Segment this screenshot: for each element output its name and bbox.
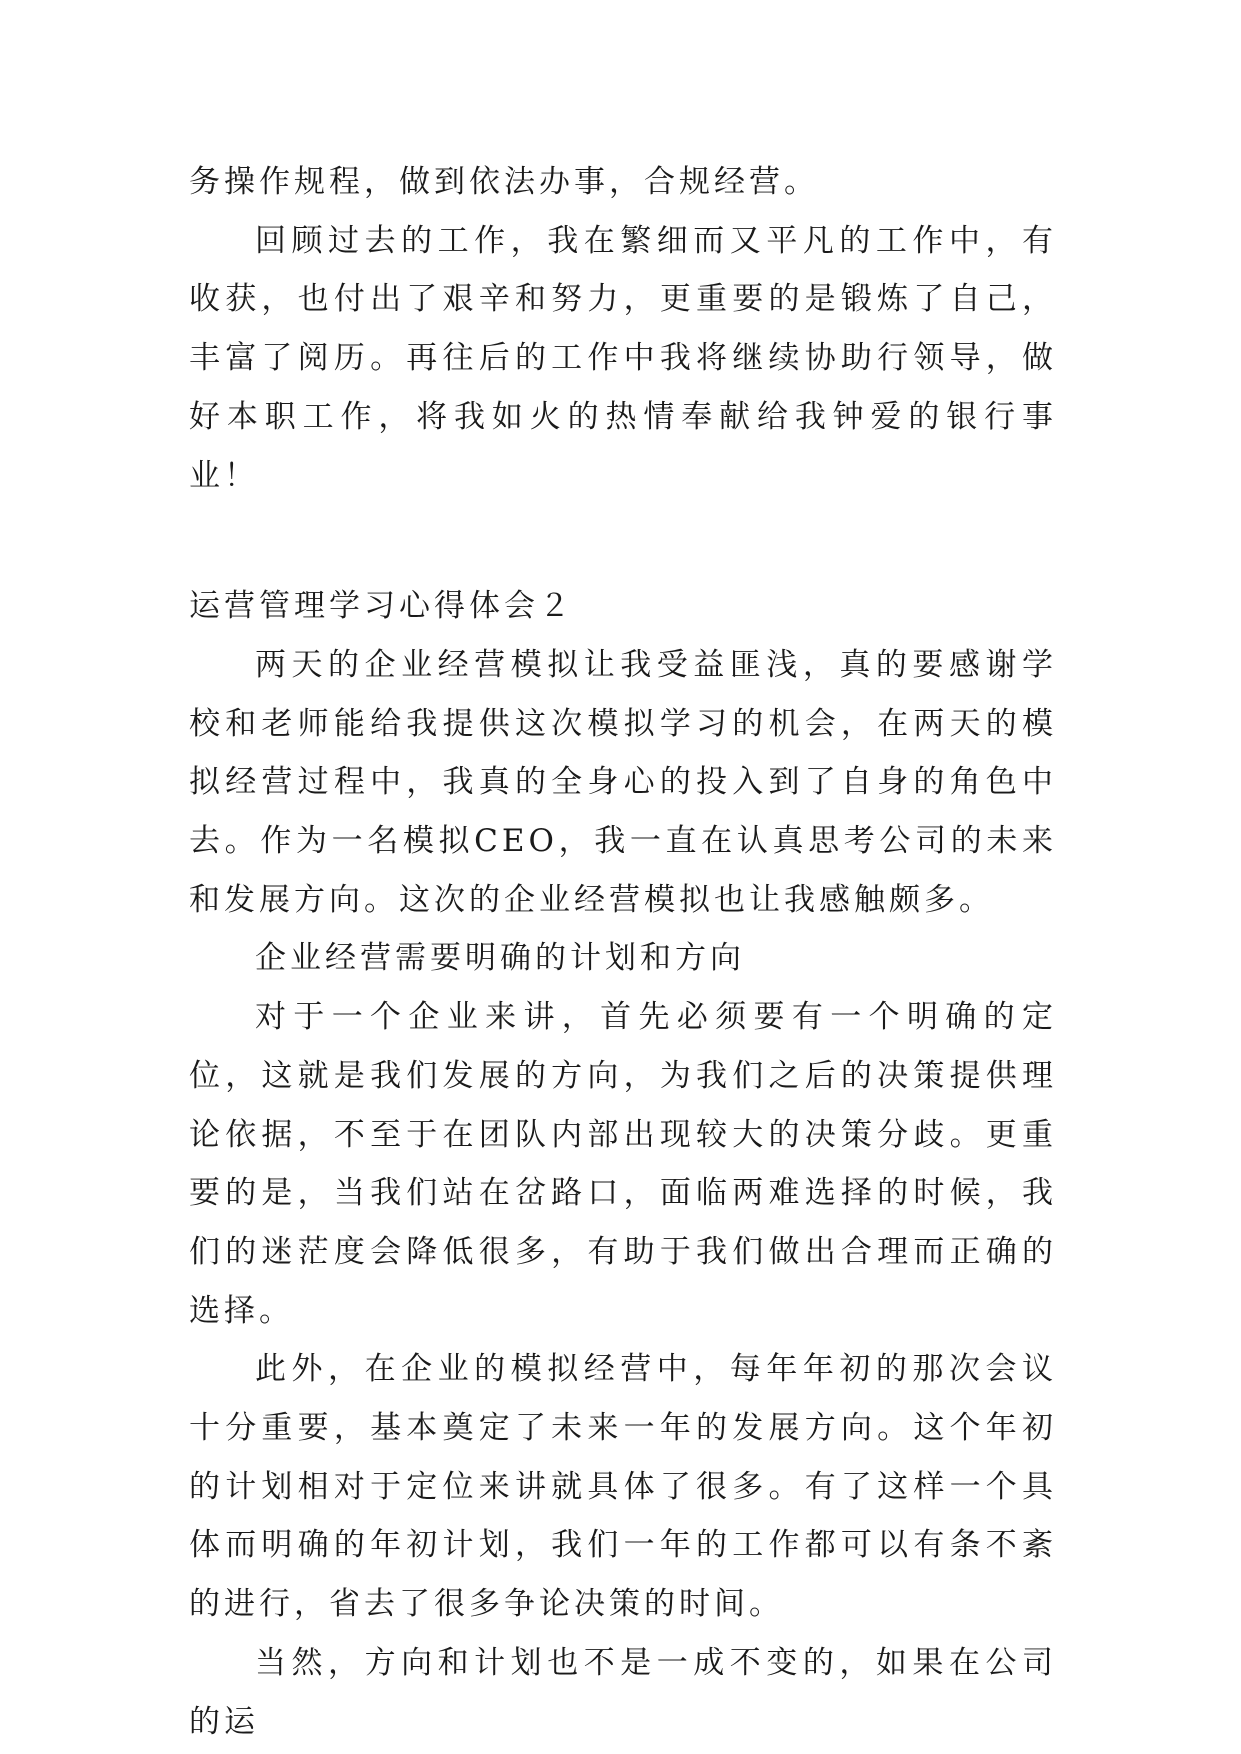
subheading-paragraph: 企业经营需要明确的计划和方向 xyxy=(255,940,745,977)
section-gap xyxy=(189,505,1057,577)
document-body xyxy=(189,153,1057,1751)
section-title: 运营管理学习心得体会２ xyxy=(189,588,574,625)
body-paragraph-1: 两天的企业经营模拟让我受益匪浅，真的要感谢学校和老师能给我提供这次模拟学习的机会，在两天的模拟经营过程中，我真的全身心的投入到了自身的角色中去。作为一名模拟CEO，我一直在认真思考公司的未来和发展方向。这次的企业经营模拟也让我感触颇多。 xyxy=(189,646,1057,918)
body-paragraph-2: 对于一个企业来讲，首先必须要有一个明确的定位，这就是我们发展的方向，为我们之后的决策提供理论依据，不至于在团队内部出现较大的决策分歧。更重要的是，当我们站在岔路口，面临两难选择的时候，我们的迷茫度会降低很多，有助于我们做出合理而正确的选择。 xyxy=(189,999,1057,1329)
review-paragraph: 回顾过去的工作，我在繁细而又平凡的工作中，有收获，也付出了艰辛和努力，更重要的是锻炼了自己，丰富了阅历。再往后的工作中我将继续协助行领导，做好本职工作，将我如火的热情奉献给我钟爱的银行事业！ xyxy=(189,222,1057,494)
body-paragraph-4: 当然，方向和计划也不是一成不变的，如果在公司的运 xyxy=(189,1644,1057,1740)
continuation-paragraph: 务操作规程，做到依法办事，合规经营。 xyxy=(189,164,819,200)
body-paragraph-3: 此外，在企业的模拟经营中，每年年初的那次会议十分重要，基本奠定了未来一年的发展方向。这个年初的计划相对于定位来讲就具体了很多。有了这样一个具体而明确的年初计划，我们一年的工作都可以有条不紊的进行，省去了很多争论决策的时间。 xyxy=(189,1351,1057,1623)
